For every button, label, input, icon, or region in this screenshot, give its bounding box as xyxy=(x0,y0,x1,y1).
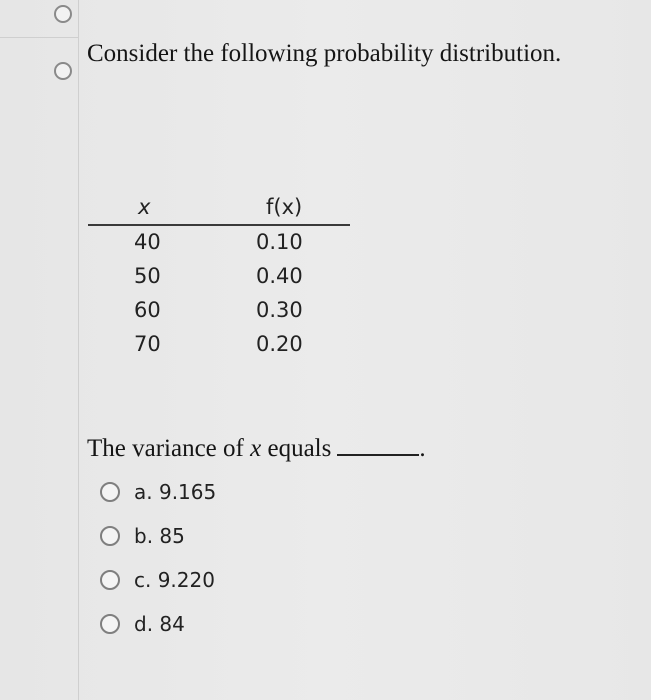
column-header-x: x xyxy=(138,195,151,219)
radio-button[interactable] xyxy=(100,482,120,502)
answer-blank xyxy=(337,438,419,456)
column-header-fx: f(x) xyxy=(266,195,303,219)
table-cell-fx: 0.20 xyxy=(256,332,303,356)
question-radio[interactable] xyxy=(54,62,72,80)
prompt-text-after: equals xyxy=(261,435,332,462)
table-cell-fx: 0.30 xyxy=(256,298,303,322)
prompt-end: . xyxy=(419,435,426,462)
option-label: b. 85 xyxy=(134,524,185,548)
option-label: d. 84 xyxy=(134,612,185,636)
question-text: Consider the following probability distribution. xyxy=(87,40,562,67)
option-label: c. 9.220 xyxy=(134,568,215,592)
prompt-text-before: The variance of xyxy=(87,435,251,462)
prompt-variable: x xyxy=(250,435,262,462)
table-cell-x: 40 xyxy=(134,230,161,254)
table-cell-x: 70 xyxy=(134,332,161,356)
table-cell-x: 60 xyxy=(134,298,161,322)
header-rule xyxy=(88,224,350,226)
variance-prompt xyxy=(87,435,426,463)
strip-divider xyxy=(0,37,78,38)
radio-button[interactable] xyxy=(100,570,120,590)
radio-button[interactable] xyxy=(100,614,120,634)
left-answer-strip xyxy=(0,0,79,700)
radio-button[interactable] xyxy=(100,526,120,546)
table-cell-fx: 0.40 xyxy=(256,264,303,288)
table-cell-fx: 0.10 xyxy=(256,230,303,254)
option-label: a. 9.165 xyxy=(134,480,217,504)
table-cell-x: 50 xyxy=(134,264,161,288)
previous-question-radio[interactable] xyxy=(54,5,72,23)
